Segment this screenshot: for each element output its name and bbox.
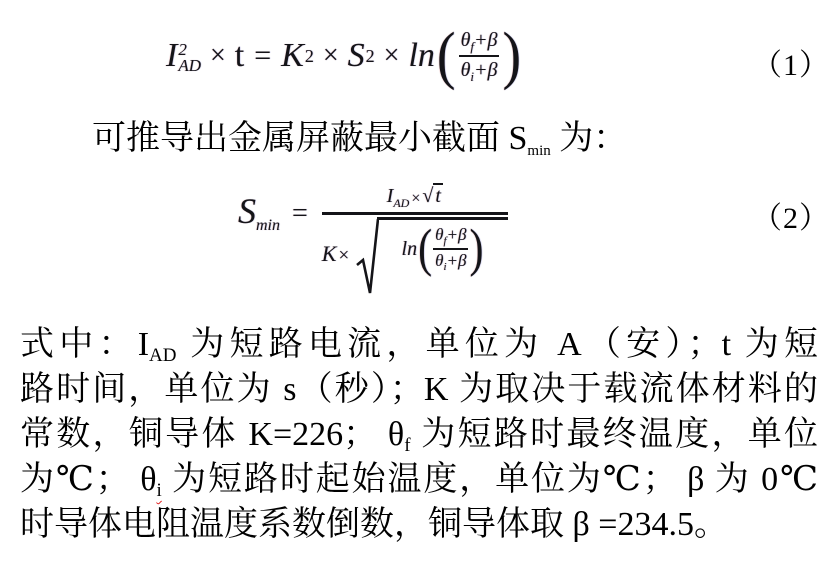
times-operator: ×: [322, 40, 339, 71]
radical-content: [377, 217, 508, 278]
big-paren-open: (: [436, 20, 456, 92]
var-S: S: [347, 37, 365, 74]
text-run: 为短路时起始温度，单位为℃； β 为 0℃: [161, 461, 818, 498]
fraction-numerator: [459, 28, 500, 55]
times-operator: ×: [383, 40, 400, 71]
sqrt-sign: √: [422, 185, 434, 207]
var-K: K: [281, 37, 304, 74]
body-paragraph: [20, 322, 818, 547]
var-S-sub: min: [256, 217, 280, 234]
var-K: K: [321, 241, 337, 266]
equation-2: [238, 184, 508, 301]
var-I-sub: AD: [393, 196, 410, 210]
var-I-sub: AD: [149, 345, 177, 366]
text-run: 为短路时最终温度，单位: [410, 416, 818, 453]
var-Smin: [238, 190, 280, 232]
intro-sentence: [92, 116, 627, 168]
var-I-supsub: [178, 42, 201, 74]
var-K-sup: 2: [304, 45, 314, 66]
equation-1: [166, 20, 523, 92]
text-run: 时导体电阻温度系数倒数，铜导体取 β =234.5。: [20, 506, 728, 543]
theta-i: θ: [435, 251, 444, 270]
theta-i-sub-misspelled: i: [156, 480, 162, 501]
var-I: I: [386, 185, 394, 207]
times-operator: ×: [210, 40, 226, 71]
paragraph-line-4: [20, 457, 818, 502]
intro-text-post: 为：: [550, 120, 628, 157]
theta-f: θ: [460, 29, 471, 51]
theta-fraction: [459, 28, 500, 84]
theta-f: θ: [435, 225, 444, 244]
ln-function: ln: [401, 237, 418, 260]
var-I-sup: 2: [178, 40, 187, 59]
times-operator: ×: [338, 245, 350, 266]
text-run: 为短路电流，单位为 A（安）；t 为短: [176, 326, 819, 363]
smin-subscript: min: [527, 143, 551, 159]
var-I-sub: AD: [178, 56, 201, 75]
theta-f-sub: f: [404, 435, 411, 456]
theta-i-sub: i: [443, 261, 447, 273]
var-S: S: [238, 191, 256, 231]
text-run: 路时间，单位为 s（秒）；K 为取决于载流体材料的: [20, 371, 818, 408]
sqrt-t: t: [435, 185, 441, 207]
var-I: I: [166, 37, 178, 74]
equation-2-number: （2）: [752, 202, 830, 235]
equals-sign: =: [254, 39, 272, 72]
ln-function: ln: [408, 37, 435, 74]
main-numerator: [387, 184, 443, 212]
fraction-denominator: [433, 248, 468, 273]
theta-i-sub: i: [470, 69, 475, 84]
theta-f-sub: f: [443, 235, 447, 247]
plus-beta: +β: [446, 225, 467, 244]
plus-beta: +β: [474, 29, 498, 51]
radical-sign-icon: [355, 217, 379, 301]
equals-sign: =: [292, 198, 308, 229]
main-fraction: [322, 184, 508, 301]
paragraph-line-1: [20, 322, 818, 367]
text-run: 常数，铜导体 K=226； θ: [20, 416, 405, 453]
text-run: 为℃； θ: [20, 461, 157, 498]
plus-beta: +β: [446, 251, 467, 270]
fraction-numerator: [433, 225, 468, 248]
plus-beta: +β: [474, 59, 498, 81]
text-run: 式中：: [20, 326, 138, 363]
theta-i: θ: [460, 59, 471, 81]
paragraph-line-5: [20, 502, 818, 547]
intro-text-pre: 可推导出金属屏蔽最小截面 S: [92, 120, 528, 157]
var-t: t: [234, 37, 245, 74]
fraction-denominator: [459, 55, 500, 84]
theta-f-sub: f: [470, 39, 475, 54]
fraction-bar: [322, 212, 508, 215]
var-S-sup: 2: [365, 45, 375, 66]
paren-close: ): [469, 220, 484, 278]
paragraph-line-2: [20, 367, 818, 412]
var-I: I: [137, 326, 150, 363]
K-times: [322, 241, 349, 267]
times-operator: ×: [411, 190, 421, 207]
paragraph-line-3: [20, 412, 818, 457]
paren-open: (: [418, 220, 433, 278]
main-denominator: [322, 217, 508, 301]
equation-1-number: （1）: [752, 49, 830, 82]
theta-fraction: [433, 225, 468, 273]
big-paren-close: ): [502, 20, 522, 92]
